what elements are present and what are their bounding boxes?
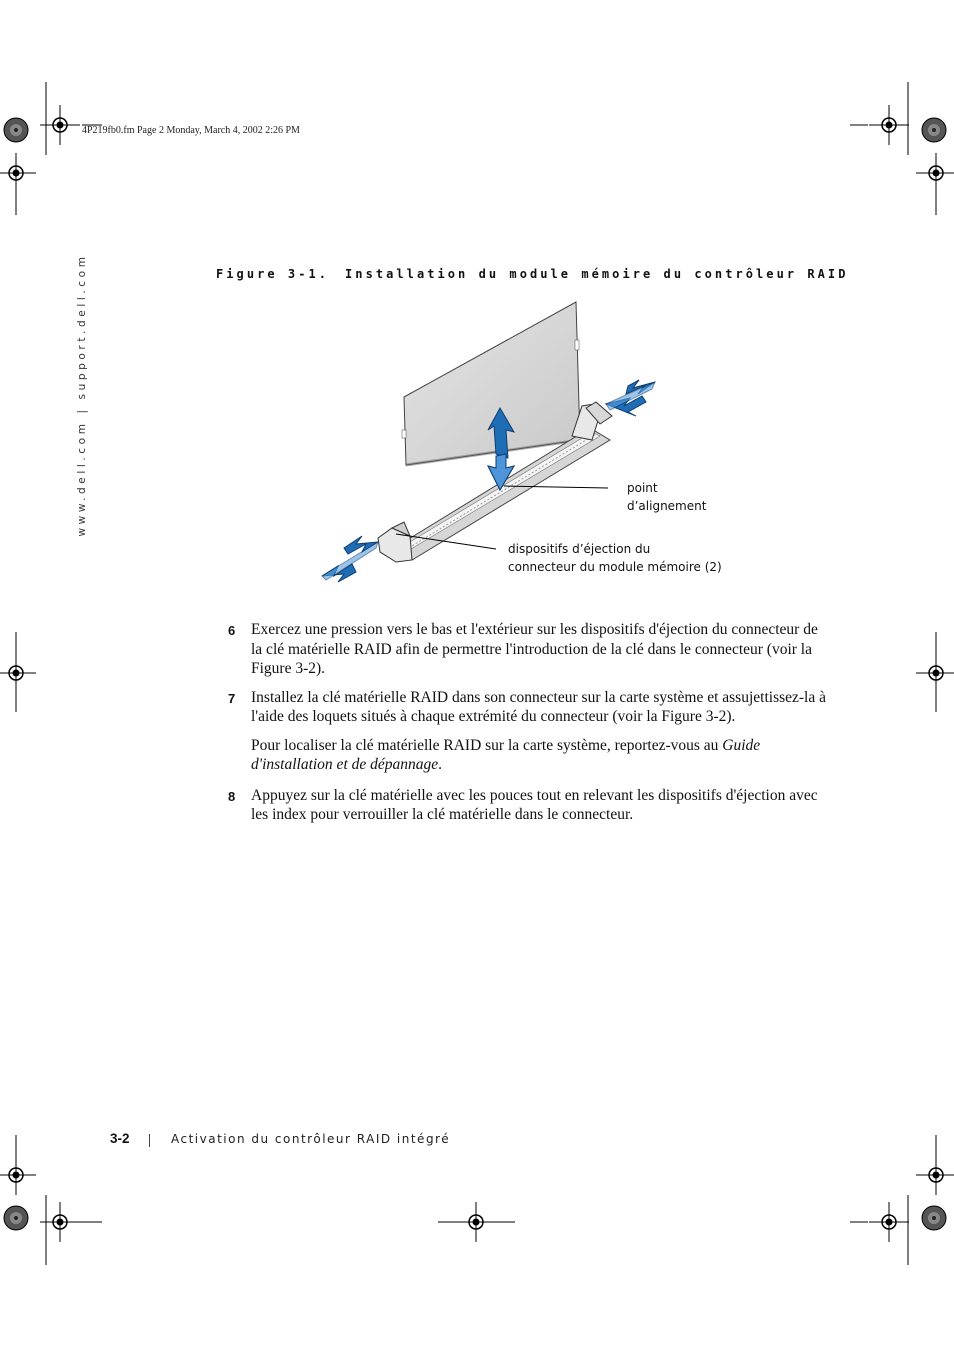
sidebar-url-text: www.dell.com | support.dell.com — [76, 253, 88, 537]
left-ejector-latch — [378, 522, 412, 562]
step-text: Installez la clé matérielle RAID dans son connecteur sur la carte système et assujettissez-la à l'aide des loquets situés à chaque extrémité du connecteur (voir la Figure 3-2). — [251, 688, 826, 725]
alignment-callout — [627, 479, 706, 515]
figure-title: Installation du module mémoire du contrôleur RAID — [345, 267, 849, 281]
ejector-callout-line2: connecteur du module mémoire (2) — [508, 560, 722, 574]
step-8 — [228, 786, 828, 825]
step-7-note — [251, 736, 828, 775]
file-info-header: 4P219fb0.fm Page 2 Monday, March 4, 2002 2:26 PM — [82, 125, 300, 136]
right-eject-arrow-icon — [606, 380, 655, 416]
page-number: 3-2 — [110, 1131, 130, 1146]
step-text: Appuyez sur la clé matérielle avec les pouces tout en relevant les dispositifs d'éjection avec les index pour verrouiller la clé matérielle dans le connecteur. — [251, 786, 818, 823]
note-emphasis: Guide d'installation et de dépannage — [251, 736, 761, 773]
step-number: 8 — [228, 788, 236, 804]
note-text: Pour localiser la clé matérielle RAID sur la carte système, reportez-vous au — [251, 736, 723, 754]
left-eject-arrow-icon — [322, 536, 378, 582]
alignment-callout-line1: point — [627, 481, 658, 495]
step-6 — [228, 620, 828, 679]
alignment-callout-line2: d’alignement — [627, 499, 707, 513]
step-text: Exercez une pression vers le bas et l'extérieur sur les dispositifs d'éjection du connecteur de la clé matérielle RAID afin de permettre l'introduction de la clé dans le connecteur (voir la Figure 3-2). — [251, 621, 818, 677]
footer-separator — [149, 1134, 150, 1147]
figure-caption — [216, 267, 849, 281]
sidebar-url — [72, 253, 92, 537]
step-number: 6 — [228, 623, 236, 638]
step-7 — [228, 688, 828, 727]
memory-module — [404, 302, 580, 465]
chapter-title: Activation du contrôleur RAID intégré — [171, 1132, 451, 1146]
step-number: 7 — [228, 690, 236, 706]
note-end: . — [438, 756, 443, 773]
ejector-callout-line1: dispositifs d’éjection du — [508, 542, 651, 556]
figure-number: Figure 3-1. — [216, 267, 330, 281]
instruction-steps — [228, 620, 828, 834]
ejector-callout — [508, 540, 722, 576]
